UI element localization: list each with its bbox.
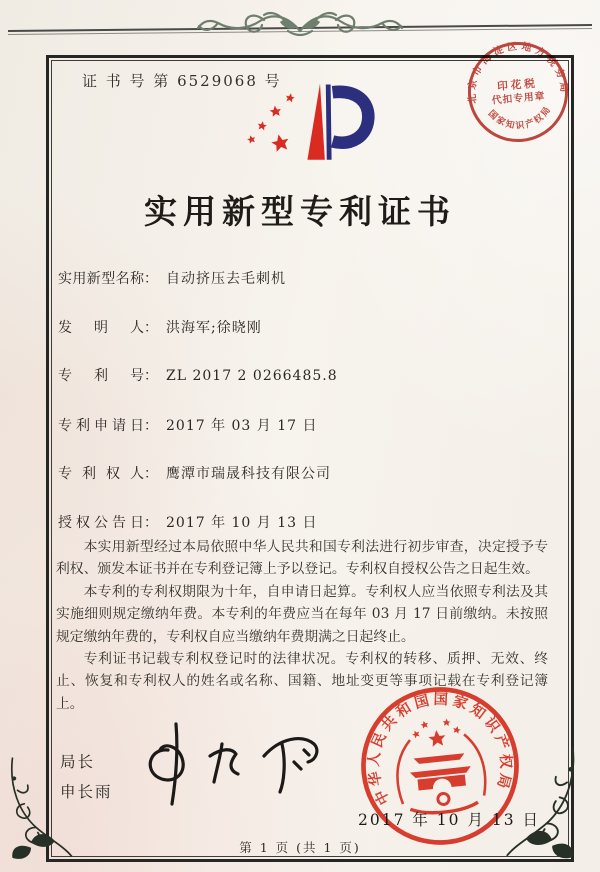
field-value: ZL 2017 2 0266485.8 <box>166 368 338 384</box>
field-colon: ： <box>144 515 158 531</box>
national-emblem-icon <box>392 715 489 817</box>
field-label: 发明人 <box>58 320 144 336</box>
tax-seal-arc-top: 北京市海淀区地方税务局 <box>466 41 570 105</box>
tax-seal-line2: 代扣专用章 <box>491 90 546 107</box>
patent-office-logo-icon <box>236 80 376 172</box>
field-label: 专利号 <box>58 368 144 384</box>
field-label: 授权公告日 <box>58 515 144 531</box>
field-value: 2017 年 10 月 13 日 <box>166 515 318 531</box>
issue-date: 2017 年 10 月 13 日 <box>358 811 541 829</box>
director-title: 局长 <box>60 753 96 771</box>
field-row-patentee <box>58 463 558 483</box>
field-value: 洪海军;徐晓刚 <box>166 320 262 336</box>
page-title: 实用新型专利证书 <box>144 192 456 231</box>
tax-seal-arc-bottom: 国家知识产权局 <box>485 104 554 132</box>
tax-seal-line1: 印花税 <box>496 76 539 94</box>
scroll-flourish-icon <box>185 1 415 49</box>
field-value: 自动挤压去毛刺机 <box>166 271 286 287</box>
director-name: 申长雨 <box>60 783 113 801</box>
field-row-inventor <box>58 317 558 337</box>
stamp-tax-seal <box>457 31 578 152</box>
official-seal-ring-text: 中华人民共和国国家知识产权局 <box>365 690 515 808</box>
field-label: 专利权人 <box>58 466 144 482</box>
field-value: 2017 年 03 月 17 日 <box>166 418 318 434</box>
field-colon: ： <box>144 368 158 384</box>
field-row-utility-model-name <box>58 268 558 288</box>
field-value: 鹰潭市瑞晟科技有限公司 <box>166 466 331 482</box>
field-colon: ： <box>144 466 158 482</box>
field-label: 专利申请日 <box>58 418 144 434</box>
field-colon: ： <box>144 418 158 434</box>
page-number: 第 1 页 (共 1 页) <box>239 840 361 855</box>
field-colon: ： <box>144 320 158 336</box>
field-label: 实用新型名称 <box>58 271 144 287</box>
body-paragraph: 本专利的专利权期限为十年，自申请日起算。专利权人应当依照专利法及其实施细则规定缴纳年费。本专利的年费应当在每年 03 月 17 日前缴纳。未按照规定缴纳年费的，专利权自应当缴纳年费期满之日起终止。 <box>56 583 548 645</box>
body-paragraph: 本实用新型经过本局依照中华人民共和国专利法进行初步审查，决定授予专利权、颁发本证书并在专利登记簿上予以登记。专利权自授权公告之日起生效。 <box>56 539 548 578</box>
certificate-number: 证 书 号 第 6529068 号 <box>82 72 282 90</box>
svg-text:国家知识产权局 <box>485 102 555 134</box>
field-row-filing-date <box>58 415 558 435</box>
field-row-patent-number <box>58 365 558 385</box>
body-paragraph: 专利证书记载专利权登记时的法律状况。专利权的转移、质押、无效、终止、恢复和专利权人的姓名或名称、国籍、地址变更等事项记载在专利登记簿上。 <box>56 651 548 712</box>
svg-text:中华人民共和国国家知识产权局 <box>357 682 519 809</box>
field-colon: ： <box>144 271 158 287</box>
director-signature <box>130 720 330 808</box>
field-row-grant-date <box>58 512 558 532</box>
